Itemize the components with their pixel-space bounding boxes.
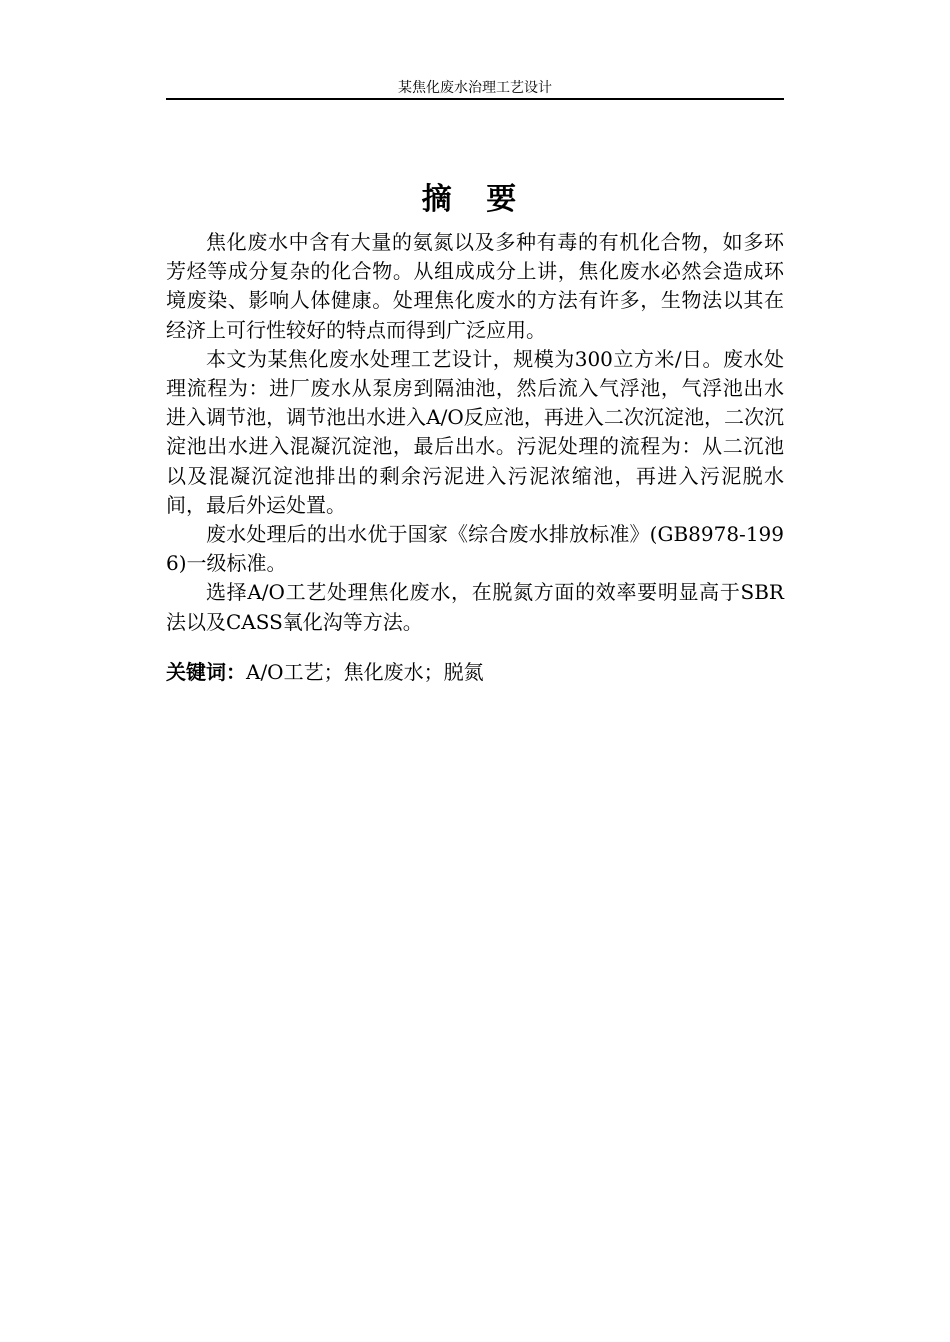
keywords-value: A/O工艺；焦化废水；脱氮	[246, 660, 484, 684]
running-header: 某焦化废水治理工艺设计	[398, 80, 552, 96]
abstract-paragraph-1: 焦化废水中含有大量的氨氮以及多种有毒的有机化合物，如多环芳烃等成分复杂的化合物。从组成成分上讲，焦化废水必然会造成环境废染、影响人体健康。处理焦化废水的方法有许多，生物法以其在经济上可行性较好的特点而得到广泛应用。	[166, 230, 784, 342]
abstract-body	[166, 228, 784, 637]
abstract-paragraph-4: 选择A/O工艺处理焦化废水，在脱氮方面的效率要明显高于SBR法以及CASS氧化沟等方法。	[166, 580, 784, 634]
abstract-paragraph-2: 本文为某焦化废水处理工艺设计，规模为300立方米/日。废水处理流程为：进厂废水从泵房到隔油池，然后流入气浮池，气浮池出水进入调节池，调节池出水进入A/O反应池，再进入二次沉淀池，二次沉淀池出水进入混凝沉淀池，最后出水。污泥处理的流程为：从二沉池以及混凝沉淀池排出的剩余污泥进入污泥浓缩池，再进入污泥脱水间，最后外运处置。	[166, 346, 784, 517]
keywords-line	[166, 658, 784, 687]
abstract-title: 摘 要	[421, 182, 529, 217]
keywords-label: 关键词：	[166, 660, 246, 684]
abstract-paragraph-3: 废水处理后的出水优于国家《综合废水排放标准》(GB8978-1996)一级标准。	[166, 522, 784, 576]
header-rule	[166, 98, 784, 100]
